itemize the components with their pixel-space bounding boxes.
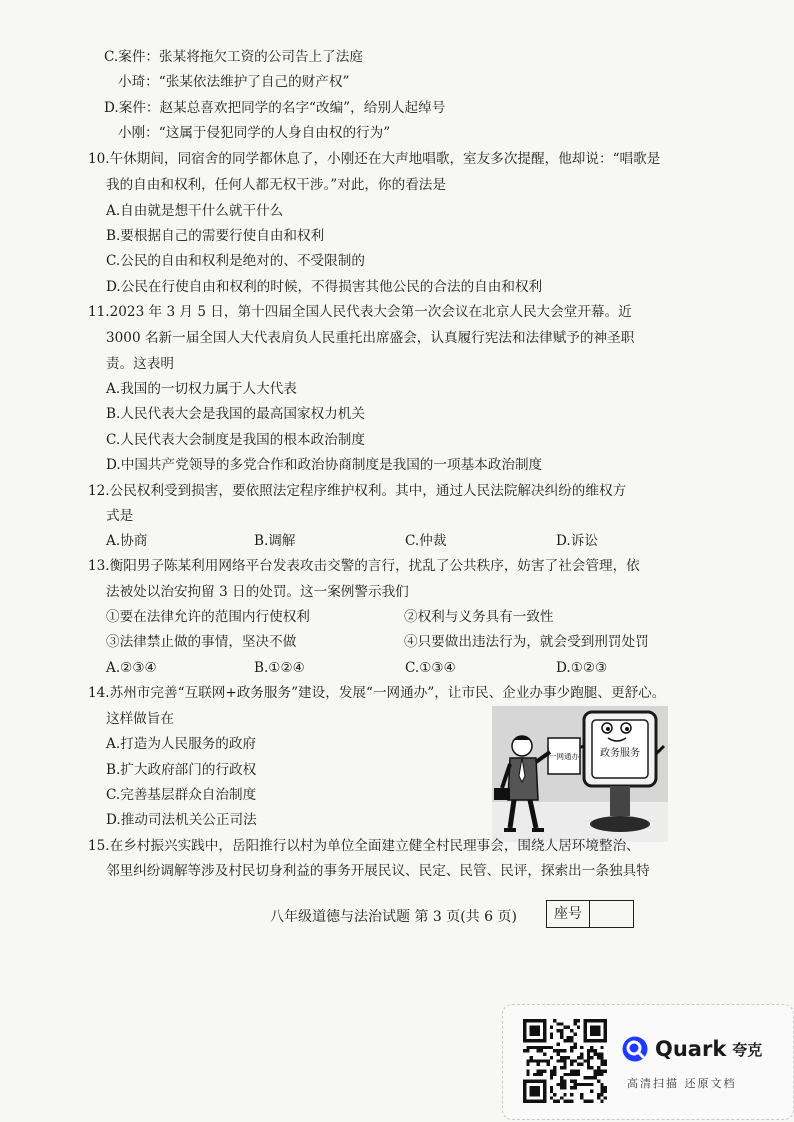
q11-option-a: A.我国的一切权力属于人大代表 — [106, 381, 297, 397]
q12-stem-line2: 式是 — [106, 508, 134, 524]
seat-number-field — [590, 901, 633, 927]
quark-tagline: 高清扫描 还原文档 — [627, 1077, 737, 1090]
q14-cartoon-illustration — [492, 706, 668, 842]
q13-option-b: B.①②④ — [254, 660, 305, 676]
q13-statement-2: ②权利与义务具有一致性 — [404, 609, 554, 625]
q13-option-c: C.①③④ — [405, 660, 456, 676]
q14-option-b: B.扩大政府部门的行政权 — [106, 762, 257, 778]
q11-option-d: D.中国共产党领导的多党合作和政治协商制度是我国的一项基本政治制度 — [106, 457, 543, 473]
q13-statement-1: ①要在法律允许的范围内行使权利 — [106, 609, 310, 625]
q11-stem-line2: 3000 名新一届全国人大代表肩负人民重托出席盛会，认真履行宪法和法律赋予的神圣职 — [106, 330, 635, 346]
q10-option-c: C.公民的自由和权利是绝对的、不受限制的 — [106, 253, 365, 269]
q11-option-c: C.人民代表大会制度是我国的根本政治制度 — [106, 432, 365, 448]
q14-option-c: C.完善基层群众自治制度 — [106, 787, 257, 803]
q13-stem-line2: 法被处以治安拘留 3 日的处罚。这一案例警示我们 — [106, 584, 409, 600]
q14-option-a: A.打造为人民服务的政府 — [106, 736, 257, 752]
sign-text: 一网通办 — [549, 752, 579, 761]
q10-stem-line1: 10.午休期间，同宿舍的同学都休息了，小刚还在大声地唱歌，室友多次提醒，他却说：“唱歌是 — [88, 151, 661, 167]
q11-option-b: B.人民代表大会是我国的最高国家权力机关 — [106, 406, 365, 422]
quark-brand-chinese: 夸克 — [732, 1040, 763, 1059]
q9-option-d-comment: 小刚：“这属于侵犯同学的人身自由权的行为” — [118, 125, 391, 141]
q11-stem-line1: 11.2023 年 3 月 5 日，第十四届全国人民代表大会第一次会议在北京人民大会堂开幕。近 — [88, 304, 632, 320]
q14-option-d: D.推动司法机关公正司法 — [106, 812, 257, 828]
q12-option-a: A.协商 — [106, 533, 148, 549]
q14-stem-line1: 14.苏州市完善“互联网+政务服务”建设，发展“一网通办”，让市民、企业办事少跑腿、更舒心。 — [88, 685, 666, 701]
q13-statement-3: ③法律禁止做的事情，坚决不做 — [106, 634, 297, 650]
q13-option-d: D.①②③ — [556, 660, 608, 676]
quark-brand — [621, 1035, 762, 1063]
q10-option-b: B.要根据自己的需要行使自由和权利 — [106, 228, 325, 244]
q13-stem-line1: 13.衡阳男子陈某利用网络平台发表攻击交警的言行，扰乱了公共秩序，妨害了社会管理，依 — [88, 558, 640, 574]
q9-option-c-comment: 小琦：“张某依法维护了自己的财产权” — [118, 74, 350, 90]
seat-number-box — [546, 900, 634, 928]
page-footer: 八年级道德与法治试题 第 3 页(共 6 页) — [270, 909, 517, 925]
quark-brand-name: Quark — [655, 1037, 727, 1061]
seat-number-label: 座号 — [547, 901, 590, 927]
q10-stem-line2: 我的自由和权利，任何人都无权干涉。”对此，你的看法是 — [106, 177, 446, 193]
quark-watermark-card — [502, 1004, 794, 1120]
q12-option-d: D.诉讼 — [556, 533, 598, 549]
q10-option-a: A.自由就是想干什么就干什么 — [106, 203, 284, 219]
q13-option-a: A.②③④ — [106, 660, 157, 676]
quark-logo-icon — [621, 1035, 649, 1063]
q12-option-c: C.仲裁 — [405, 533, 447, 549]
q9-option-c-case: C.案件：张某将拖欠工资的公司告上了法庭 — [104, 49, 363, 65]
q12-stem-line1: 12.公民权利受到损害，要依照法定程序维护权利。其中，通过人民法院解决纠纷的维权方 — [88, 483, 627, 499]
q10-option-d: D.公民在行使自由和权利的时候，不得损害其他公民的合法的自由和权利 — [106, 279, 543, 295]
kiosk-screen-text: 政务服务 — [600, 748, 640, 759]
q14-stem-line2: 这样做旨在 — [106, 711, 174, 727]
q12-option-b: B.调解 — [254, 533, 296, 549]
q15-stem-line2: 邻里纠纷调解等涉及村民切身利益的事务开展民议、民定、民管、民评，探索出一条独具特 — [106, 863, 650, 879]
q9-option-d-case: D.案件：赵某总喜欢把同学的名字“改编”，给别人起绰号 — [104, 100, 446, 116]
q15-stem-line1: 15.在乡村振兴实践中，岳阳推行以村为单位全面建立健全村民理事会，围绕人居环境整治、 — [88, 838, 640, 854]
q13-statement-4: ④只要做出违法行为，就会受到刑罚处罚 — [404, 634, 649, 650]
qr-code-icon — [523, 1019, 607, 1103]
q11-stem-line3: 责。这表明 — [106, 356, 174, 372]
